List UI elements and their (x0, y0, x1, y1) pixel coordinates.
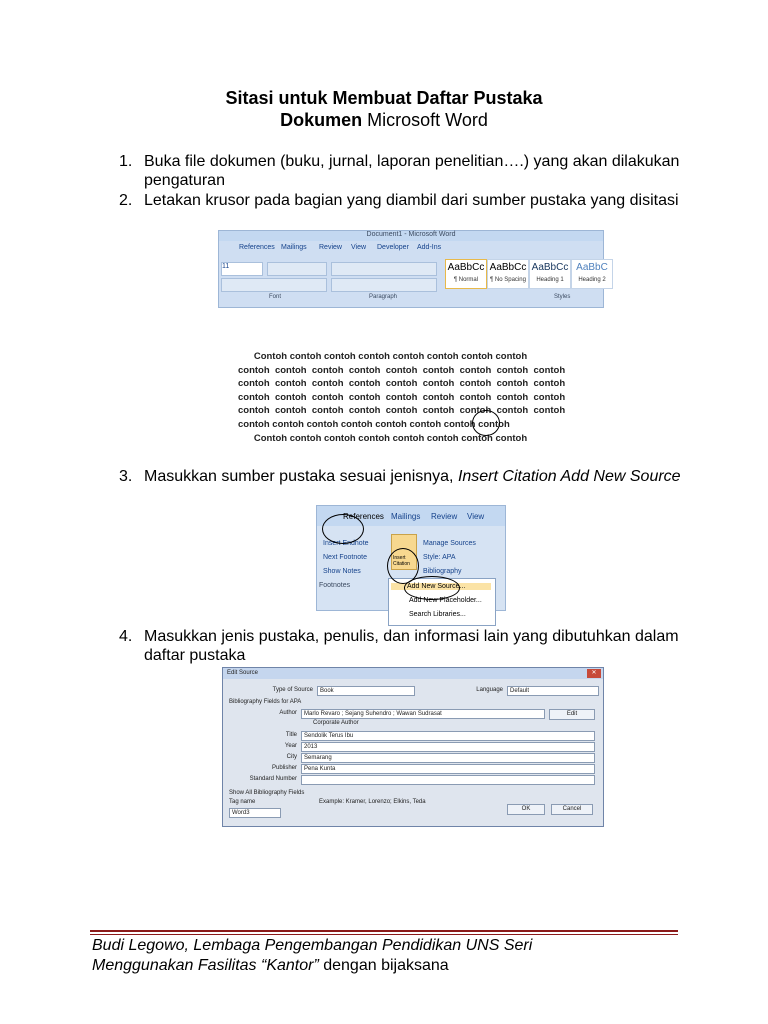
close-icon: ✕ (587, 669, 601, 678)
group-paragraph: Paragraph (369, 294, 398, 300)
sample-line: contoh contoh contoh contoh contoh contoh contoh contoh contoh (238, 405, 566, 417)
edit-button: Edit (549, 709, 595, 720)
standard-number-field (301, 775, 595, 785)
style-apa: Style: APA (423, 554, 456, 561)
paragraph-buttons-row2 (331, 278, 437, 292)
city-field: Semarang (301, 753, 595, 763)
footer-divider-thin (90, 934, 678, 935)
footer-line-2-plain: dengan bijaksana (318, 957, 449, 974)
manage-sources: Manage Sources (423, 540, 476, 547)
tab-references: References (239, 244, 275, 251)
step-4 (119, 627, 679, 667)
add-new-source-highlight-circle (404, 576, 460, 600)
bibliography: Bibliography (423, 568, 462, 575)
step-1 (119, 152, 679, 192)
sample-line: contoh contoh contoh contoh contoh contoh contoh contoh (238, 418, 510, 430)
title-field: Sendolik Terus Ibu (301, 731, 595, 741)
type-of-source-label: Type of Source (272, 687, 313, 693)
tab-developer: Developer (377, 244, 409, 251)
step-text-italic: Insert Citation Add New Source (457, 468, 681, 485)
font-size-box (221, 262, 263, 276)
insert-endnote: Insert Endnote (323, 540, 369, 547)
footer-divider (90, 930, 678, 932)
corporate-author-label: Corporate Author (313, 720, 359, 726)
sample-line: contoh contoh contoh contoh contoh contoh contoh contoh contoh (238, 364, 566, 376)
step-3 (119, 467, 679, 507)
year-label: Year (284, 743, 297, 749)
menu-search-libraries: Search Libraries... (409, 611, 466, 618)
page-title: Sitasi untuk Membuat Daftar Pustaka (225, 88, 543, 108)
group-styles: Styles (554, 294, 571, 300)
author-field: Marlo Revaro ; Sejang Suhendro ; Wawan Sudrasat (301, 709, 545, 719)
font-buttons-row1 (267, 262, 327, 276)
sample-line: Contoh contoh contoh contoh contoh contoh contoh contoh (238, 351, 528, 362)
step-2 (119, 191, 679, 231)
tag-name-label: Tag name (229, 799, 256, 805)
menu-add-placeholder: Add New Placeholder... (409, 597, 482, 604)
author-label: Author (279, 710, 297, 716)
step-text (144, 467, 684, 486)
cursor-highlight-circle (472, 410, 500, 436)
step-number: 2. (119, 192, 133, 209)
example-text: Example: Kramer, Lorenzo; Elkins, Teda (319, 799, 426, 805)
step-text: Buka file dokumen (buku, jurnal, laporan penelitian….) yang akan dilakukan pengaturan (144, 153, 680, 189)
year-field: 2013 (301, 742, 595, 752)
style-sample: AaBbC (576, 262, 608, 273)
footer-line-2 (92, 956, 532, 976)
tab-review: Review (431, 512, 458, 521)
tag-name-field: Word3 (229, 808, 281, 818)
step-number: 1. (119, 153, 133, 170)
step-number: 4. (119, 628, 133, 645)
footer-line-1: Budi Legowo, Lembaga Pengembangan Pendidikan UNS Seri (92, 937, 533, 954)
footnotes-group-label: Footnotes (319, 582, 351, 589)
window-title: Document1 - Microsoft Word (219, 231, 603, 241)
page-subtitle (0, 110, 768, 131)
show-notes: Show Notes (323, 568, 361, 575)
sample-text-block (238, 350, 598, 445)
insert-citation-label: Insert Citation (393, 555, 410, 567)
subtitle-rest: Microsoft Word (362, 110, 488, 130)
publisher-label: Publisher (271, 765, 297, 771)
style-heading-2 (571, 259, 613, 289)
step-text: Letakan krusor pada bagian yang diambil dari sumber pustaka yang disitasi (144, 192, 679, 209)
tab-mailings: Mailings (391, 512, 421, 521)
dialog-title: Edit Source (227, 670, 259, 676)
step-text: Masukkan jenis pustaka, penulis, dan informasi lain yang dibutuhkan dalam daftar pustaka (144, 628, 679, 664)
word-ribbon-screenshot (218, 230, 608, 308)
tab-review: Review (319, 244, 342, 251)
footer (92, 936, 532, 976)
menu-add-new-source: Add New Source... (391, 583, 491, 590)
paragraph-buttons-row1 (331, 262, 437, 276)
tab-references: References (343, 512, 384, 521)
tab-add-ins: Add-Ins (417, 244, 442, 251)
style-name: ¶ No Spacing (490, 277, 526, 283)
font-buttons-row2 (221, 278, 327, 292)
title-label: Title (285, 732, 297, 738)
publisher-field: Pena Kunta (301, 764, 595, 774)
tab-mailings: Mailings (281, 244, 307, 251)
footer-line-2-italic: Menggunakan Fasilitas “Kantor” (92, 957, 319, 974)
style-no-spacing (487, 259, 529, 289)
style-sample: AaBbCc (447, 262, 485, 273)
type-of-source-select: Book (317, 686, 415, 696)
style-heading-1 (529, 259, 571, 289)
font-size-value: 11 (222, 263, 230, 270)
sample-line: Contoh contoh contoh contoh contoh contoh contoh contoh (238, 432, 528, 444)
ribbon-tabs (219, 242, 603, 254)
subtitle-bold: Dokumen (280, 110, 363, 130)
sample-line: contoh contoh contoh contoh contoh contoh contoh contoh contoh (238, 378, 566, 390)
edit-source-dialog (222, 667, 604, 827)
city-label: City (286, 754, 297, 760)
tab-view: View (351, 244, 367, 251)
group-font: Font (269, 294, 282, 300)
style-sample: AaBbCc (531, 262, 569, 273)
tab-view: View (467, 512, 485, 521)
cancel-button: Cancel (551, 804, 593, 815)
style-name: ¶ Normal (453, 277, 479, 283)
bib-fields-label: Bibliography Fields for APA (229, 699, 302, 705)
step-text-plain: Masukkan sumber pustaka sesuai jenisnya, (144, 468, 458, 485)
style-name: Heading 2 (578, 277, 606, 283)
ok-button: OK (507, 804, 545, 815)
sample-line: contoh contoh contoh contoh contoh contoh contoh contoh contoh (238, 391, 566, 403)
style-name: Heading 1 (536, 277, 564, 283)
style-normal (445, 259, 487, 289)
style-sample: AaBbCc (489, 262, 527, 273)
next-footnote: Next Footnote (323, 554, 367, 561)
language-select: Default (507, 686, 599, 696)
dialog-titlebar (223, 668, 603, 679)
language-label: Language (476, 687, 503, 693)
show-all-fields-checkbox: Show All Bibliography Fields (229, 790, 305, 796)
standard-number-label: Standard Number (249, 776, 297, 782)
references-tab-highlight-circle (322, 514, 364, 544)
step-number: 3. (119, 468, 133, 485)
